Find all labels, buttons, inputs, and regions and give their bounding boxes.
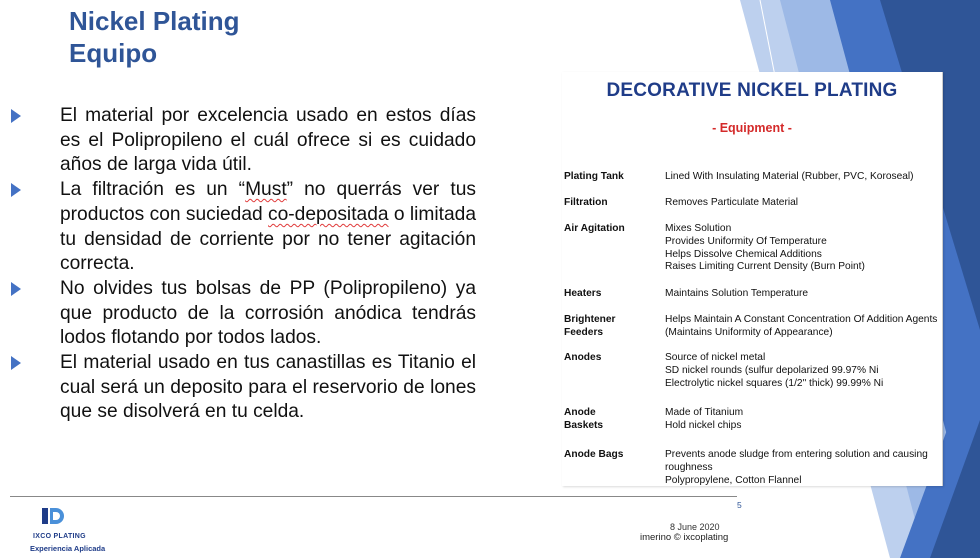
row-label: Heaters — [564, 288, 602, 299]
body-text — [60, 104, 476, 425]
paragraph-1: El material por excelencia usado en estos días es el Polipropileno el cuál ofrece si es cuidado años de larga vida útil. — [60, 105, 476, 176]
card-title: DECORATIVE NICKEL PLATING — [606, 80, 898, 101]
row-description: Lined With Insulating Material (Rubber, PVC, Koroseal) — [665, 171, 914, 182]
bullet-arrow-icon — [11, 356, 21, 370]
page-number: 5 — [737, 500, 742, 510]
row-description: Mixes Solution Provides Uniformity Of Temperature Helps Dissolve Chemical Additions Raises Limiting Current Density (Burn Point) — [665, 223, 865, 273]
row-label: Anodes — [564, 352, 602, 363]
logo-brand: IXCO PLATING — [33, 533, 86, 540]
paragraph-4: El material usado en tus canastillas es Titanio el cual será un deposito para el reservorio de lones que se disolverá en tu celda. — [60, 352, 476, 423]
row-description: Made of Titanium Hold nickel chips — [665, 407, 744, 431]
row-description: Removes Particulate Material — [665, 197, 799, 208]
paragraph-2: La filtración es un “Must” no querrás ver tus productos con suciedad co-depositada o limitada tu densidad de corriente por no tener agitación correcta. — [60, 179, 476, 275]
row-label: Brightener Feeders — [564, 314, 616, 338]
bullet-arrow-icon — [11, 109, 21, 123]
row-description: Maintains Solution Temperature — [665, 288, 809, 299]
equipment-card — [562, 72, 943, 486]
title-line-1: Nickel Plating — [69, 6, 240, 36]
row-label: Anode Baskets — [564, 407, 604, 431]
logo-tagline: Experiencia Aplicada — [30, 544, 106, 553]
bullet-arrow-icon — [11, 183, 21, 197]
row-label: Filtration — [564, 197, 608, 208]
row-label: Air Agitation — [564, 223, 625, 234]
card-subtitle: - Equipment - — [712, 121, 792, 135]
row-label: Plating Tank — [564, 171, 624, 182]
spellcheck-word: Must — [245, 179, 287, 201]
logo-mark-icon — [40, 504, 66, 530]
company-logo — [30, 504, 110, 556]
bullet-arrow-icon — [11, 282, 21, 296]
footer-divider — [10, 496, 737, 497]
row-description: Source of nickel metal SD nickel rounds (sulfur depolarized 99.97% Ni Electrolytic nickel squares (1/2" thick) 99.99% Ni — [665, 352, 884, 389]
row-description: Helps Maintain A Constant Concentration Of Addition Agents (Maintains Uniformity of Appearance) — [665, 314, 938, 338]
spellcheck-word: co-depositada — [268, 203, 389, 225]
slide-title — [69, 5, 240, 69]
paragraph-3: No olvides tus bolsas de PP (Polipropileno) ya que producto de la corrosión anódica tendrás lodos flotando por todos lados. — [60, 277, 476, 349]
title-line-2: Equipo — [69, 38, 158, 68]
row-label: Anode Bags — [564, 449, 624, 460]
row-description: Prevents anode sludge from entering solution and causing roughness Polypropylene, Cotton Flannel — [665, 449, 928, 486]
footer-date: 8 June 2020 — [670, 522, 720, 532]
footer-copyright: imerino © ixcoplating — [640, 532, 729, 543]
